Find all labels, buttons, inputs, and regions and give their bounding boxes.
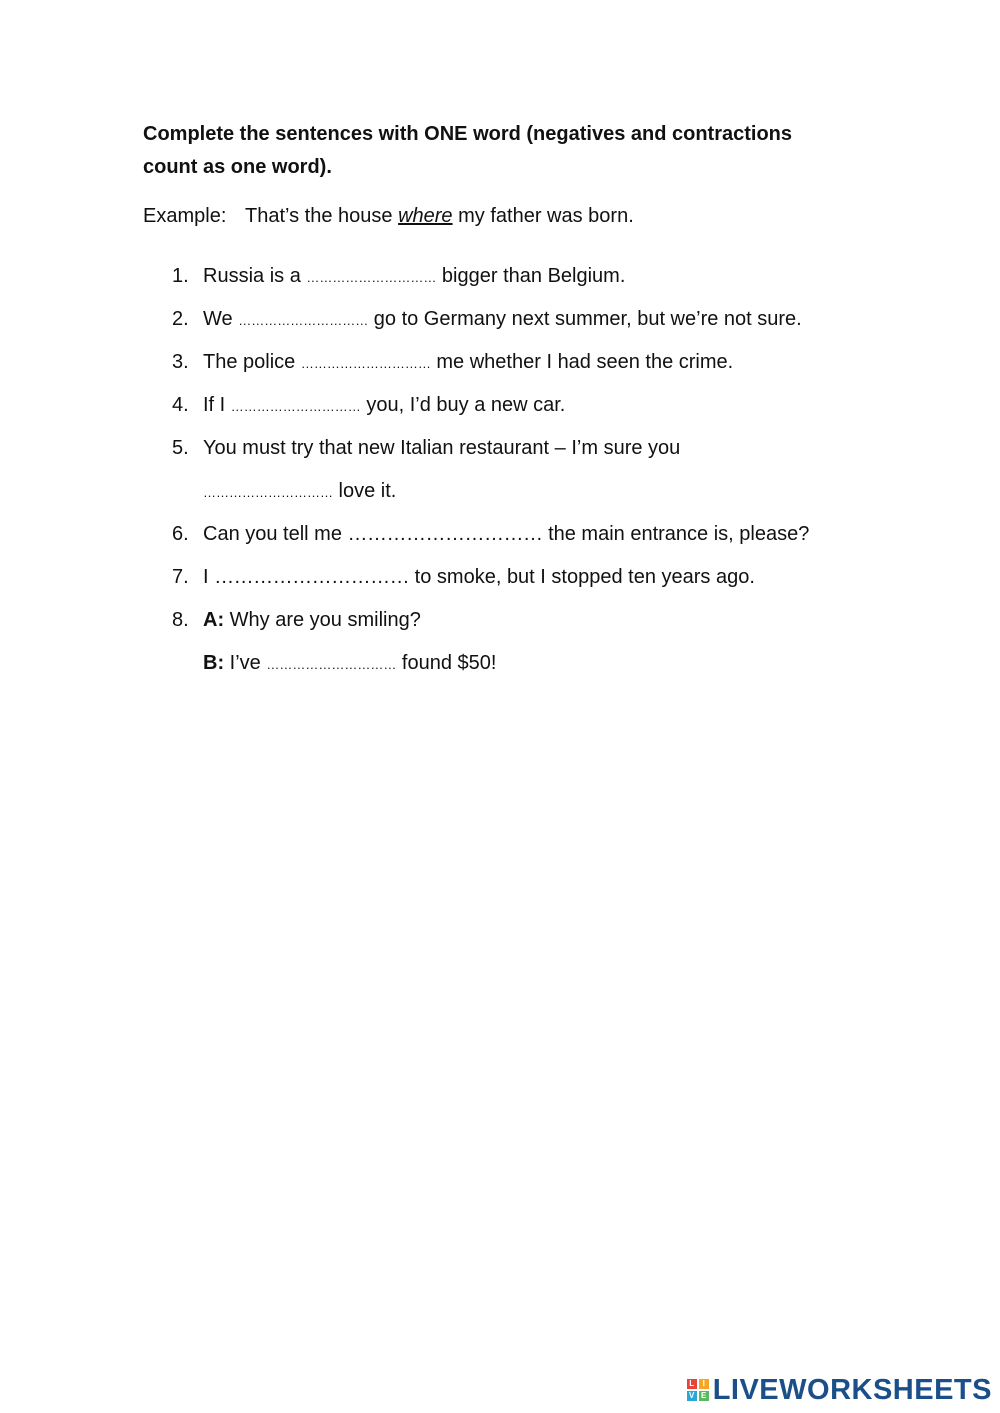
liveworksheets-logo bbox=[687, 1375, 992, 1405]
question-text-before: Can you tell me bbox=[203, 523, 348, 545]
question-text-after: go to Germany next summer, but we’re not sure. bbox=[368, 308, 802, 330]
instructions: Complete the sentences with ONE word (negatives and contractions count as one word). bbox=[143, 123, 793, 178]
question-text-before: If I bbox=[203, 394, 231, 416]
question-3 bbox=[172, 347, 733, 379]
answer-blank[interactable]: ………………………… bbox=[203, 485, 333, 500]
question-4 bbox=[172, 390, 565, 422]
example-after: my father was born. bbox=[452, 205, 634, 227]
logo-mark-icon bbox=[687, 1379, 709, 1401]
speaker-b-label: B: bbox=[203, 652, 225, 674]
speaker-a-label: A: bbox=[203, 609, 225, 631]
question-number: 1. bbox=[172, 265, 189, 287]
question-number: 5. bbox=[172, 437, 189, 459]
answer-blank[interactable]: ………………………… bbox=[347, 523, 543, 545]
question-text-after: bigger than Belgium. bbox=[436, 265, 626, 287]
speaker-b-text-after: found $50! bbox=[396, 652, 497, 674]
question-text-after: me whether I had seen the crime. bbox=[430, 351, 734, 373]
question-7 bbox=[172, 562, 755, 592]
question-1 bbox=[172, 261, 625, 293]
logo-letter: E bbox=[699, 1391, 709, 1401]
question-5 bbox=[172, 433, 680, 463]
answer-blank[interactable]: ………………………… bbox=[238, 313, 369, 328]
answer-blank[interactable]: ………………………… bbox=[306, 270, 437, 285]
question-number: 6. bbox=[172, 523, 189, 545]
logo-letter: L bbox=[687, 1379, 697, 1389]
logo-letter: I bbox=[699, 1379, 709, 1389]
answer-blank[interactable]: ………………………… bbox=[300, 356, 431, 371]
answer-blank[interactable]: ………………………… bbox=[266, 657, 397, 672]
speaker-a-text: Why are you smiling? bbox=[224, 609, 421, 631]
logo-text: LIVEWORKSHEETS bbox=[712, 1374, 992, 1406]
question-number: 3. bbox=[172, 351, 189, 373]
speaker-b-text-before: I’ve bbox=[224, 652, 267, 674]
logo-letter: V bbox=[687, 1391, 697, 1401]
question-text-before: I bbox=[203, 566, 215, 588]
example-answer: where bbox=[398, 205, 453, 227]
question-6 bbox=[172, 519, 809, 549]
question-text-after: you, I’d buy a new car. bbox=[360, 394, 566, 416]
question-number: 4. bbox=[172, 394, 189, 416]
question-text-before: The police bbox=[203, 351, 301, 373]
answer-blank[interactable]: ………………………… bbox=[230, 399, 361, 414]
question-text-after: love it. bbox=[333, 480, 397, 502]
example-before: That’s the house bbox=[245, 205, 399, 227]
question-text-before: You must try that new Italian restaurant – I’m sure you bbox=[203, 437, 681, 459]
question-text-before: Russia is a bbox=[203, 265, 307, 287]
answer-blank[interactable]: ………………………… bbox=[214, 566, 410, 588]
question-number: 7. bbox=[172, 566, 189, 588]
question-text-before: We bbox=[203, 308, 239, 330]
question-8 bbox=[172, 605, 421, 635]
question-number: 2. bbox=[172, 308, 189, 330]
question-2 bbox=[172, 304, 802, 336]
question-text-after: to smoke, but I stopped ten years ago. bbox=[409, 566, 755, 588]
example-sentence bbox=[143, 201, 634, 231]
question-8-response bbox=[203, 648, 496, 680]
example-label: Example: bbox=[143, 205, 227, 227]
question-5-continued bbox=[203, 476, 396, 508]
question-text-after: the main entrance is, please? bbox=[542, 523, 810, 545]
question-number: 8. bbox=[172, 609, 189, 631]
